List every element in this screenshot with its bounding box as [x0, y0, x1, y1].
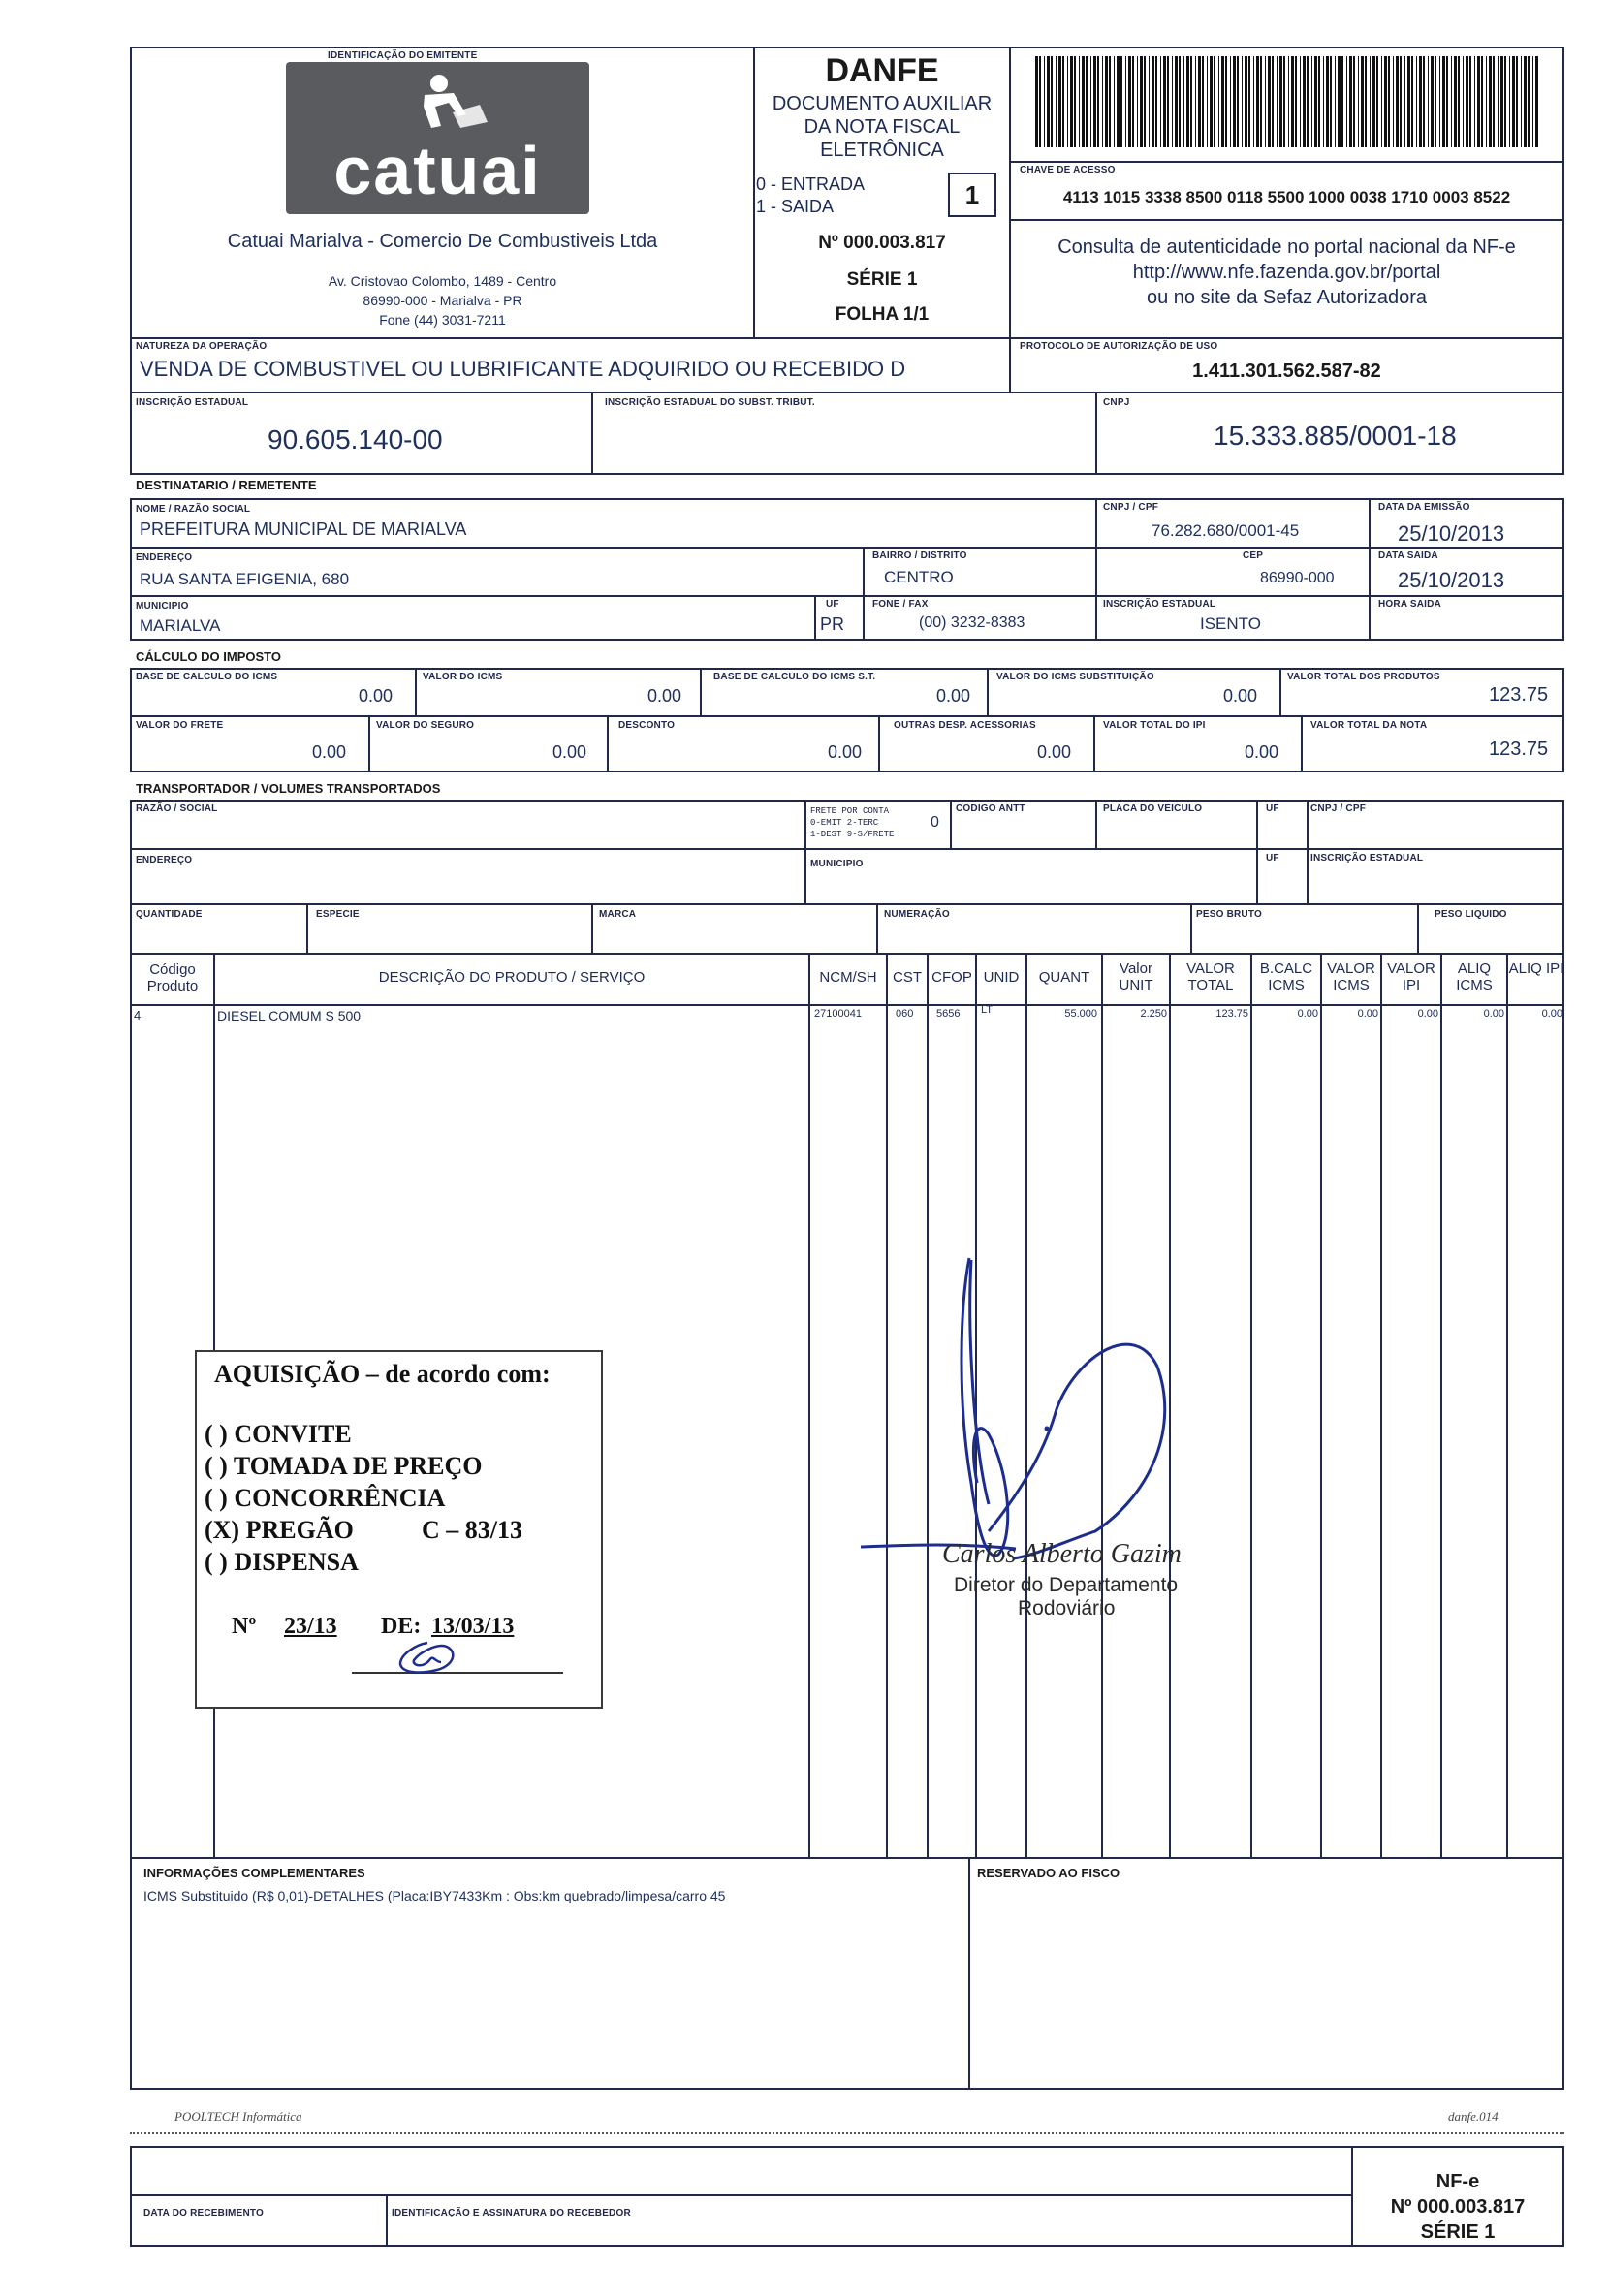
- col-header-quant: QUANT: [1038, 969, 1090, 986]
- stamp-opt-pregao: (X) PREGÃO: [205, 1516, 354, 1544]
- col-header-vunit: Valor UNIT: [1119, 960, 1153, 993]
- cell-unid: LT: [981, 1004, 994, 1016]
- perforation-line: [130, 2132, 1564, 2134]
- info-text: ICMS Substituido (R$ 0,01)-DETALHES (Placa:IBY7433Km : Obs:km quebrado/limpesa/carro 45: [143, 1888, 726, 1903]
- seguro-label: VALOR DO SEGURO: [376, 720, 475, 731]
- stamp-pregao-code: C – 83/13: [422, 1516, 522, 1544]
- col-header-aliq-icms: ALIQ ICMS: [1456, 960, 1493, 993]
- transp-ie-label: INSCRIÇÃO ESTADUAL: [1310, 853, 1424, 864]
- cell-ncm: 27100041: [814, 1008, 862, 1020]
- frete: 0.00: [312, 742, 347, 762]
- info-label: INFORMAÇÕES COMPLEMENTARES: [143, 1866, 365, 1880]
- chave-label: CHAVE DE ACESSO: [1020, 165, 1116, 175]
- transportador-section: TRANSPORTADOR / VOLUMES TRANSPORTADOS: [136, 781, 441, 796]
- seguro: 0.00: [552, 742, 587, 762]
- desconto: 0.00: [828, 742, 863, 762]
- cnpj-emitente-label: CNPJ: [1103, 397, 1130, 408]
- saida-label: 1 - SAIDA: [756, 197, 835, 216]
- dest-endereco: RUA SANTA EFIGENIA, 680: [140, 570, 350, 588]
- valor-icms-label: VALOR DO ICMS: [423, 672, 503, 682]
- danfe-subtitle-1: DOCUMENTO AUXILIAR: [772, 93, 993, 114]
- outras-label: OUTRAS DESP. ACESSORIAS: [894, 720, 1036, 731]
- footer-code: danfe.014: [1448, 2109, 1499, 2123]
- protocolo-label: PROTOCOLO DE AUTORIZAÇÃO DE USO: [1020, 341, 1218, 352]
- dest-uf-label: UF: [826, 599, 839, 610]
- imposto-section: CÁLCULO DO IMPOSTO: [136, 649, 281, 664]
- emitente-cep-city: 86990-000 - Marialva - PR: [363, 293, 522, 308]
- cell-vtotal: 123.75: [1215, 1008, 1248, 1020]
- stamp-data: 13/03/13: [431, 1614, 515, 1639]
- cell-descricao: DIESEL COMUM S 500: [217, 1008, 362, 1023]
- cnpj-emitente-value: 15.333.885/0001-18: [1214, 421, 1457, 451]
- danfe-numero: Nº 000.003.817: [818, 233, 946, 253]
- danfe-folha: FOLHA 1/1: [835, 304, 930, 325]
- col-header-vipi: VALOR IPI: [1387, 960, 1435, 993]
- fisco-label: RESERVADO AO FISCO: [977, 1866, 1120, 1880]
- canhoto-serie: SÉRIE 1: [1420, 2221, 1496, 2243]
- canhoto-ident-label: IDENTIFICAÇÃO E ASSINATURA DO RECEBEDOR: [392, 2208, 631, 2218]
- col-header-ncm: NCM/SH: [819, 969, 877, 986]
- dest-bairro-label: BAIRRO / DISTRITO: [872, 550, 967, 561]
- dest-nome: PREFEITURA MUNICIPAL DE MARIALVA: [140, 519, 467, 539]
- fisco-box: [968, 1857, 1564, 2090]
- dest-municipio: MARIALVA: [140, 616, 221, 635]
- ie-st-label: INSCRIÇÃO ESTADUAL DO SUBST. TRIBUT.: [605, 397, 815, 408]
- frete-label: VALOR DO FRETE: [136, 720, 224, 731]
- valor-icms: 0.00: [647, 686, 682, 706]
- col-header-descricao: DESCRIÇÃO DO PRODUTO / SERVIÇO: [378, 969, 646, 986]
- peso-liquido-label: PESO LIQUIDO: [1435, 909, 1507, 920]
- stamp-opt-tomada: ( ) TOMADA DE PREÇO: [205, 1452, 483, 1480]
- dest-cep-label: CEP: [1243, 550, 1264, 561]
- cell-bcalc: 0.00: [1297, 1008, 1318, 1020]
- barcode: [1035, 56, 1539, 147]
- canhoto-data-label: DATA DO RECEBIMENTO: [143, 2208, 264, 2218]
- base-st: 0.00: [936, 686, 971, 706]
- dest-ie-label: INSCRIÇÃO ESTADUAL: [1103, 599, 1216, 610]
- logo-text: catuai: [333, 133, 542, 208]
- col-header-vtotal: VALOR TOTAL: [1186, 960, 1235, 993]
- especie-label: ESPECIE: [316, 909, 360, 920]
- col-header-bcalc: B.CALC ICMS: [1259, 960, 1313, 993]
- stamp-de-label: DE:: [381, 1614, 422, 1639]
- dest-emissao-label: DATA DA EMISSÃO: [1378, 502, 1470, 513]
- chave-value: 4113 1015 3338 8500 0118 5500 1000 0038 1710 0003 8522: [1062, 188, 1511, 206]
- cell-quant: 55.000: [1064, 1008, 1097, 1020]
- dest-cnpj-label: CNPJ / CPF: [1103, 502, 1159, 513]
- protocolo-value: 1.411.301.562.587-82: [1192, 361, 1381, 382]
- cell-aliq-icms: 0.00: [1483, 1008, 1504, 1020]
- signature-name: Carlos Alberto Gazim: [942, 1539, 1182, 1569]
- dest-municipio-label: MUNICIPIO: [136, 601, 189, 612]
- consulta-line-2[interactable]: http://www.nfe.fazenda.gov.br/portal: [1132, 262, 1441, 283]
- stamp-numero-label: Nº: [232, 1614, 257, 1639]
- danfe-serie: SÉRIE 1: [846, 269, 918, 290]
- aquisicao-stamp: [195, 1350, 603, 1709]
- dest-emissao: 25/10/2013: [1398, 521, 1505, 546]
- dest-uf: PR: [820, 614, 845, 634]
- peso-bruto-label: PESO BRUTO: [1196, 909, 1262, 920]
- canhoto-box: [130, 2146, 1564, 2247]
- desconto-label: DESCONTO: [618, 720, 676, 731]
- valor-st-label: VALOR DO ICMS SUBSTITUIÇÃO: [996, 672, 1154, 682]
- outras: 0.00: [1037, 742, 1072, 762]
- barcode-icon: [1035, 56, 1539, 147]
- stamp-opt-convite: ( ) CONVITE: [205, 1420, 352, 1448]
- cell-cfop: 5656: [936, 1008, 961, 1020]
- transp-endereco-label: ENDEREÇO: [136, 855, 193, 865]
- transp-razao-label: RAZÃO / SOCIAL: [136, 803, 218, 814]
- dest-fone-label: FONE / FAX: [872, 599, 929, 610]
- cell-aliq-ipi: 0.00: [1541, 1008, 1562, 1020]
- stamp-numero: 23/13: [284, 1614, 337, 1639]
- stamp-initials-icon: [387, 1635, 464, 1678]
- cell-cst: 060: [896, 1008, 914, 1020]
- dest-fone: (00) 3232-8383: [919, 614, 1025, 631]
- cell-vunit: 2.250: [1140, 1008, 1167, 1020]
- dest-saida-label: DATA SAIDA: [1378, 550, 1438, 561]
- numeracao-label: NUMERAÇÃO: [884, 909, 950, 920]
- frete-conta-line-1: FRETE POR CONTA: [810, 806, 890, 816]
- dest-endereco-label: ENDEREÇO: [136, 552, 193, 563]
- dest-nome-label: NOME / RAZÃO SOCIAL: [136, 504, 251, 515]
- stamp-title: AQUISIÇÃO – de acordo com:: [214, 1360, 551, 1388]
- total-prod-label: VALOR TOTAL DOS PRODUTOS: [1287, 672, 1440, 682]
- quantidade-label: QUANTIDADE: [136, 909, 203, 920]
- signature-role-2: Rodoviário: [1018, 1597, 1116, 1620]
- total-nota-label: VALOR TOTAL DA NOTA: [1310, 720, 1428, 731]
- dest-cep: 86990-000: [1260, 570, 1335, 586]
- danfe-subtitle-2: DA NOTA FISCAL: [804, 116, 961, 138]
- natureza-value: VENDA DE COMBUSTIVEL OU LUBRIFICANTE ADQUIRIDO OU RECEBIDO D: [140, 357, 906, 381]
- col-header-vicms: VALOR ICMS: [1327, 960, 1375, 993]
- dest-cnpj: 76.282.680/0001-45: [1152, 521, 1300, 540]
- stamp-opt-concorrencia: ( ) CONCORRÊNCIA: [205, 1484, 446, 1512]
- col-header-aliq-ipi: ALIQ IPI: [1508, 960, 1564, 977]
- ipi-label: VALOR TOTAL DO IPI: [1103, 720, 1206, 731]
- dest-bairro: CENTRO: [884, 568, 954, 586]
- valor-st: 0.00: [1223, 686, 1258, 706]
- danfe-title: DANFE: [825, 52, 939, 89]
- dest-hora-label: HORA SAIDA: [1378, 599, 1441, 610]
- cell-vicms: 0.00: [1357, 1008, 1378, 1020]
- base-icms-label: BASE DE CALCULO DO ICMS: [136, 672, 278, 682]
- dest-saida: 25/10/2013: [1398, 568, 1505, 592]
- emitente-address: Av. Cristovao Colombo, 1489 - Centro: [328, 273, 557, 289]
- transp-cnpj-label: CNPJ / CPF: [1310, 803, 1367, 814]
- destinatario-section: DESTINATARIO / REMETENTE: [136, 478, 317, 492]
- transp-uf2-label: UF: [1266, 853, 1279, 864]
- col-header-codigo: Código Produto: [146, 961, 199, 994]
- frete-conta-value: 0: [931, 814, 939, 831]
- total-prod: 123.75: [1489, 684, 1549, 706]
- entrada-label: 0 - ENTRADA: [756, 174, 866, 194]
- cell-vipi: 0.00: [1417, 1008, 1438, 1020]
- canhoto-nfe: NF-e: [1435, 2171, 1480, 2192]
- emitente-name: Catuai Marialva - Comercio De Combustiveis Ltda: [227, 231, 658, 252]
- canhoto-numero: Nº 000.003.817: [1390, 2196, 1526, 2217]
- transp-municipio-label: MUNICIPIO: [810, 859, 864, 869]
- consulta-line-1: Consulta de autenticidade no portal nacional da NF-e: [1057, 236, 1516, 258]
- natureza-label: NATUREZA DA OPERAÇÃO: [136, 341, 268, 352]
- placa-label: PLACA DO VEICULO: [1103, 803, 1203, 814]
- cell-codigo: 4: [134, 1008, 142, 1022]
- dest-ie: ISENTO: [1200, 614, 1261, 633]
- ipi: 0.00: [1245, 742, 1279, 762]
- transp-uf-label: UF: [1266, 803, 1279, 814]
- stamp-opt-dispensa: ( ) DISPENSA: [205, 1548, 359, 1576]
- footer-software: POOLTECH Informática: [174, 2109, 302, 2123]
- frete-conta-line-2: 0-EMIT 2-TERC: [810, 818, 879, 828]
- base-st-label: BASE DE CALCULO DO ICMS S.T.: [713, 672, 876, 682]
- frete-conta-line-3: 1-DEST 9-S/FRETE: [810, 830, 895, 839]
- col-header-cfop: CFOP: [931, 969, 972, 986]
- antt-label: CODIGO ANTT: [956, 803, 1025, 814]
- base-icms: 0.00: [359, 686, 394, 706]
- ie-label: INSCRIÇÃO ESTADUAL: [136, 397, 249, 408]
- total-nota: 123.75: [1489, 739, 1549, 760]
- ie-value: 90.605.140-00: [268, 425, 443, 455]
- col-header-unid: UNID: [983, 969, 1020, 986]
- company-logo: [286, 62, 589, 214]
- tipo-operacao-box: 1: [948, 173, 996, 217]
- emitente-phone: Fone (44) 3031-7211: [379, 312, 506, 328]
- danfe-subtitle-3: ELETRÔNICA: [820, 140, 944, 161]
- emitente-section-label: IDENTIFICAÇÃO DO EMITENTE: [328, 50, 478, 61]
- col-header-cst: CST: [893, 969, 922, 986]
- consulta-line-3: ou no site da Sefaz Autorizadora: [1146, 287, 1428, 308]
- signature-role-1: Diretor do Departamento: [954, 1574, 1179, 1596]
- marca-label: MARCA: [599, 909, 637, 920]
